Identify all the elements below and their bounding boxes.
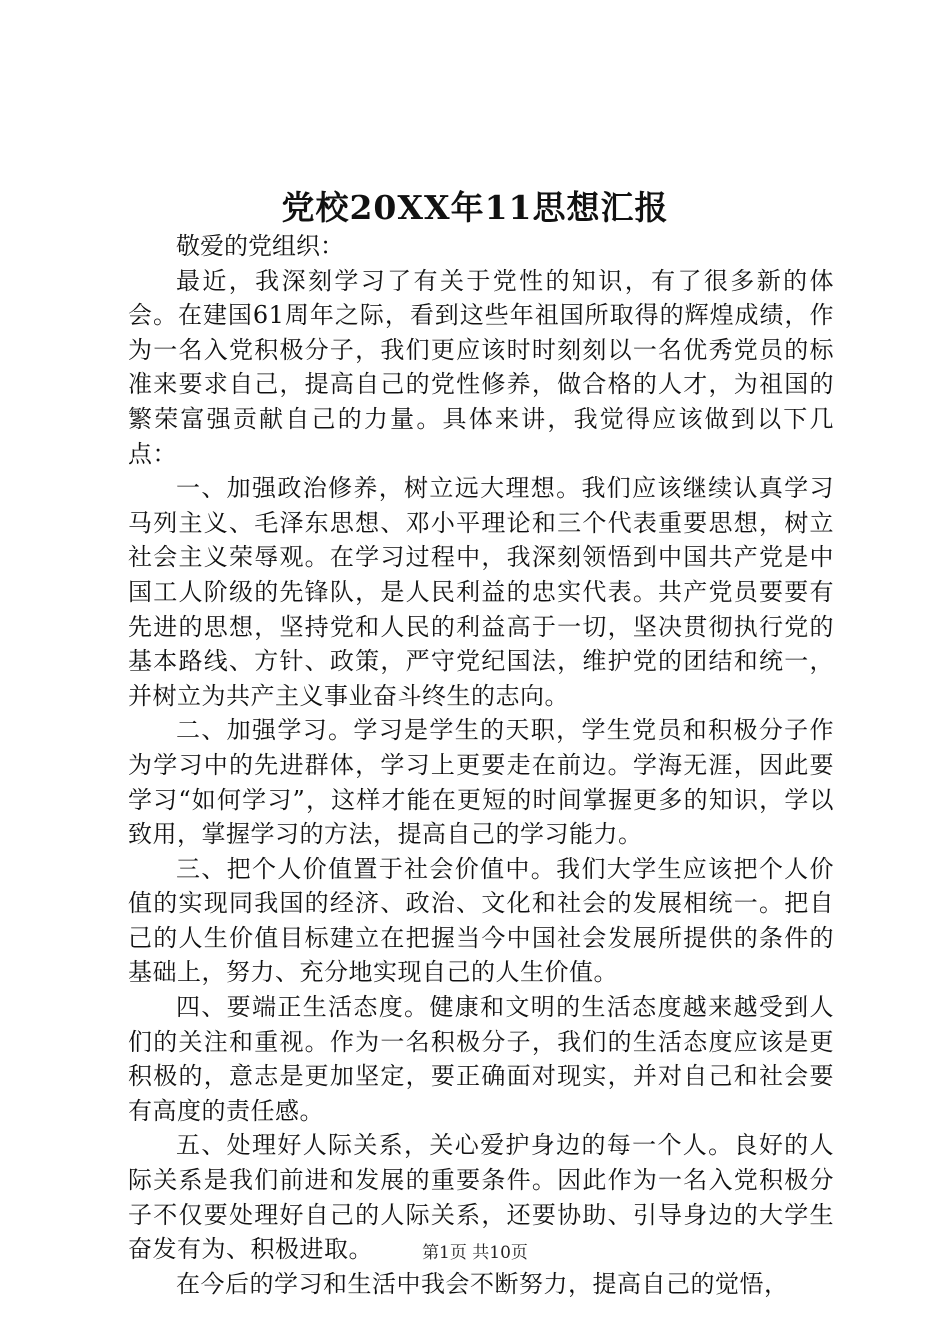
paragraph-closing: 在今后的学习和生活中我会不断努力，提高自己的觉悟， <box>176 1269 789 1298</box>
salutation: 敬爱的党组织： <box>176 232 344 260</box>
paragraph-point-2: 二、加强学习。学习是学生的天职，学生党员和积极分子作为学习中的先进群体，学习上更要走在前边。学海无涯，因此要学习“如何学习”，这样才能在更短的时间掌握更多的知识，学以致用，掌握学习的方法，提高自己的学习能力。 <box>128 716 834 849</box>
document-body <box>128 229 834 1301</box>
paragraph-point-1: 一、加强政治修养，树立远大理想。我们应该继续认真学习马列主义、毛泽东思想、邓小平理论和三个代表重要思想，树立社会主义荣辱观。在学习过程中，我深刻领悟到中国共产党是中国工人阶级的先锋队，是人民利益的忠实代表。共产党员要要有先进的思想，坚持党和人民的利益高于一切，坚决贯彻执行党的基本路线、方针、政策，严守党纪国法，维护党的团结和统一，并树立为共产主义事业奋斗终生的志向。 <box>128 474 834 710</box>
paragraph-point-3: 三、把个人价值置于社会价值中。我们大学生应该把个人价值的实现同我国的经济、政治、文化和社会的发展相统一。把自己的人生价值目标建立在把握当今中国社会发展所提供的条件的基础上，努力、充分地实现自己的人生价值。 <box>128 854 834 987</box>
paragraph-point-4: 四、要端正生活态度。健康和文明的生活态度越来越受到人们的关注和重视。作为一名积极分子，我们的生活态度应该是更积极的，意志是更加坚定，要正确面对现实，并对自己和社会要有高度的责任感。 <box>128 993 834 1125</box>
document-title: 党校20XX年11思想汇报 <box>281 188 669 227</box>
paragraph-point-5: 五、处理好人际关系，关心爱护身边的每一个人。良好的人际关系是我们前进和发展的重要条件。因此作为一名入党积极分子不仅要处理好自己的人际关系，还要协助、引导身边的大学生奋发有为、积极进取。 <box>128 1131 834 1264</box>
paragraph-intro: 最近，我深刻学习了有关于党性的知识，有了很多新的体会。在建国61周年之际，看到这些年祖国所取得的辉煌成绩，作为一名入党积极分子，我们更应该时时刻刻以一名优秀党员的标准来要求自己，提高自己的党性修养，做合格的人才，为祖国的繁荣富强贡献自己的力量。具体来讲，我觉得应该做到以下几点： <box>128 266 834 468</box>
page-footer: 第1页 共10页 <box>422 1243 528 1263</box>
